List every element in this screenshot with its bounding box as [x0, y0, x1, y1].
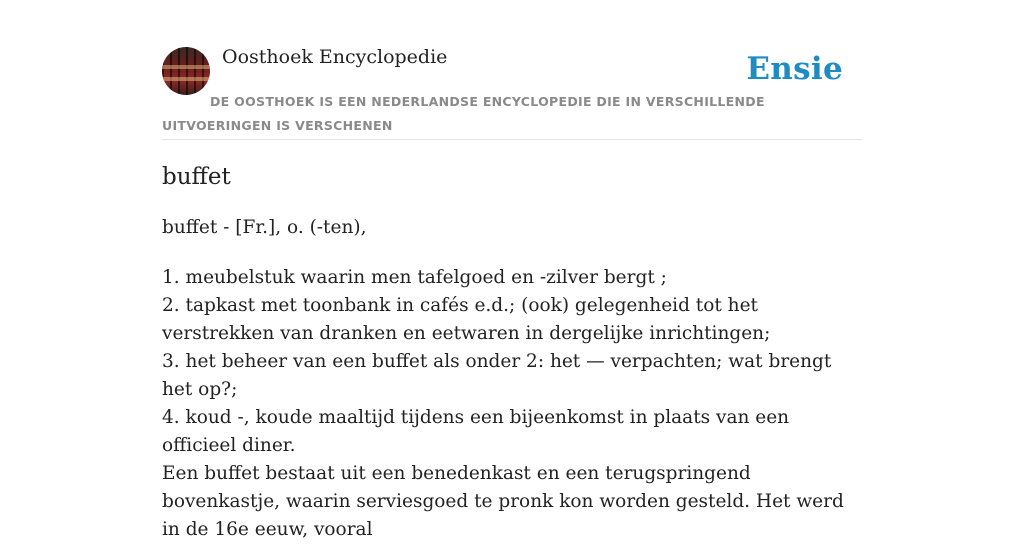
ensie-logo[interactable]: Ensie: [746, 51, 843, 87]
entry-body-paragraph: Een buffet bestaat uit een benedenkast en een terugspringend bovenkastje, waarin serviesgoed te pronk kon worden gesteld. Het werd in de 16e eeuw, vooral: [162, 463, 844, 540]
entry-headline: buffet - [Fr.], o. (-ten),: [162, 217, 367, 238]
entry-title: buffet: [162, 164, 231, 190]
header-divider: [162, 139, 862, 140]
definition-list: [162, 264, 862, 460]
site-name-link[interactable]: Oosthoek Encyclopedie: [222, 46, 448, 68]
site-avatar[interactable]: [162, 47, 210, 95]
definition-item: 3. het beheer van een buffet als onder 2: het — verpachten; wat brengt het op?;: [162, 351, 832, 400]
book-spines-icon: [162, 47, 210, 95]
definition-item: 4. koud -, koude maaltijd tijdens een bijeenkomst in plaats van een officieel diner.: [162, 407, 790, 456]
definition-item: 1. meubelstuk waarin men tafelgoed en -zilver bergt ;: [162, 267, 667, 288]
site-tagline: DE OOSTHOEK IS EEN NEDERLANDSE ENCYCLOPEDIE DIE IN VERSCHILLENDE UITVOERINGEN IS VERSCHENEN: [162, 94, 765, 133]
definition-item: 2. tapkast met toonbank in cafés e.d.; (ook) gelegenheid tot het verstrekken van dranken en eetwaren in dergelijke inrichtingen;: [162, 295, 771, 344]
